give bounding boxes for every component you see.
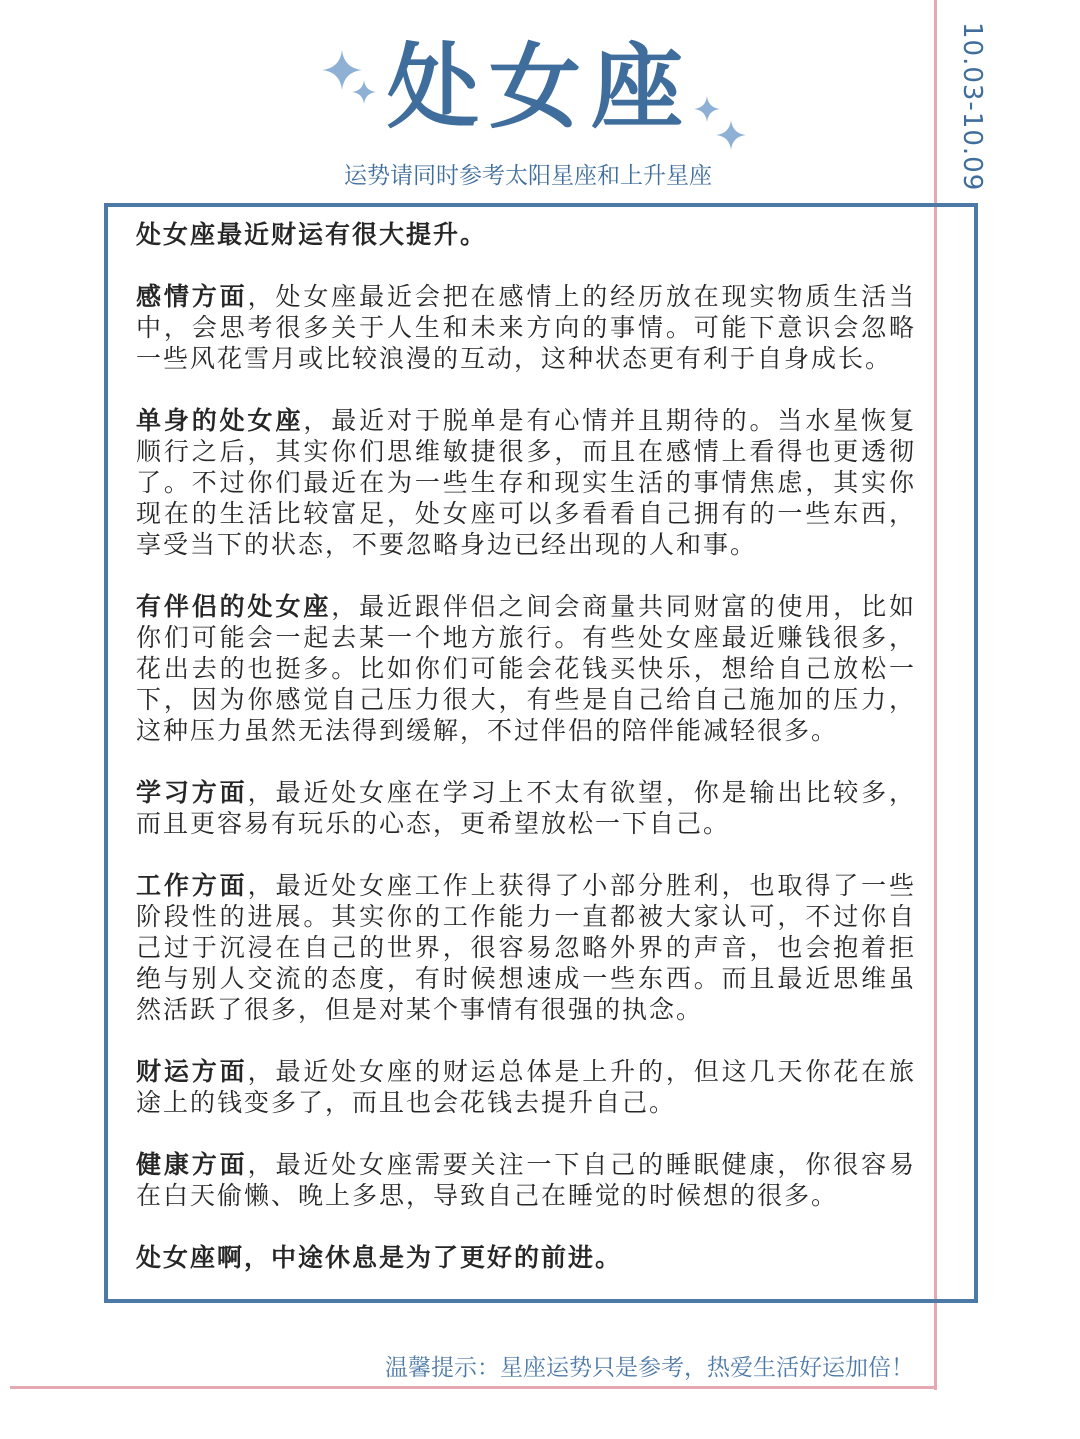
section-heading: 单身的处女座 bbox=[136, 406, 304, 435]
section-body: ，最近跟伴侣之间会商量共同财富的使用，比如你们可能会一起去某一个地方旅行。有些处女座最近赚钱很多，花出去的也挺多。比如你们可能会花钱买快乐，想给自己放松一下，因为你感觉自己压力很大，有些是自己给自己施加的压力，这种压力虽然无法得到缓解，不过伴侣的陪伴能减轻很多。 bbox=[136, 592, 916, 745]
date-range: 10.03-10.09 bbox=[957, 22, 987, 192]
intro-line: 处女座最近财运有很大提升。 bbox=[136, 220, 488, 249]
pink-horizontal-rule bbox=[10, 1386, 937, 1389]
section-heading: 感情方面 bbox=[136, 282, 248, 311]
section-body: ，处女座最近会把在感情上的经历放在现实物质生活当中，会思考很多关于人生和未来方向的事情。可能下意识会忽略一些风花雪月或比较浪漫的互动，这种状态更有利于自身成长。 bbox=[136, 282, 916, 373]
closing-line: 处女座啊，中途休息是为了更好的前进。 bbox=[136, 1243, 623, 1272]
section-single bbox=[136, 405, 916, 560]
section-body: ，最近处女座需要关注一下自己的睡眠健康，你很容易在白天偷懒、晚上多思，导致自己在睡觉的时候想的很多。 bbox=[136, 1150, 916, 1210]
section-heading: 学习方面 bbox=[136, 778, 248, 807]
section-body: ，最近处女座在学习上不太有欲望，你是输出比较多，而且更容易有玩乐的心态，更希望放松一下自己。 bbox=[136, 778, 916, 838]
page-title: 处女座 bbox=[386, 34, 693, 141]
section-study bbox=[136, 777, 916, 839]
section-heading: 工作方面 bbox=[136, 871, 248, 900]
section-work bbox=[136, 870, 916, 1025]
section-heading: 健康方面 bbox=[136, 1150, 248, 1179]
page-subtitle: 运势请同时参考太阳星座和上升星座 bbox=[344, 163, 712, 189]
section-heading: 有伴侣的处女座 bbox=[136, 592, 332, 621]
section-heading: 财运方面 bbox=[136, 1057, 248, 1086]
section-love bbox=[136, 281, 916, 374]
footer-tip: 温馨提示：星座运势只是参考，热爱生活好运加倍！ bbox=[385, 1355, 914, 1381]
section-wealth bbox=[136, 1056, 916, 1118]
section-health bbox=[136, 1149, 916, 1211]
section-partnered bbox=[136, 591, 916, 746]
horoscope-text bbox=[136, 219, 916, 1304]
section-body: ，最近处女座的财运总体是上升的，但这几天你花在旅途上的钱变多了，而且也会花钱去提升自己。 bbox=[136, 1057, 916, 1117]
section-body: ，最近对于脱单是有心情并且期待的。当水星恢复顺行之后，其实你们思维敏捷很多，而且在感情上看得也更透彻了。不过你们最近在为一些生存和现实生活的事情焦虑，其实你现在的生活比较富足，处女座可以多看看自己拥有的一些东西，享受当下的状态，不要忽略身边已经出现的人和事。 bbox=[136, 406, 916, 559]
section-body: ，最近处女座工作上获得了小部分胜利，也取得了一些阶段性的进展。其实你的工作能力一直都被大家认可，不过你自己过于沉浸在自己的世界，很容易忽略外界的声音，也会抱着拒绝与别人交流的态度，有时候想速成一些东西。而且最近思维虽然活跃了很多，但是对某个事情有很强的执念。 bbox=[136, 871, 916, 1024]
